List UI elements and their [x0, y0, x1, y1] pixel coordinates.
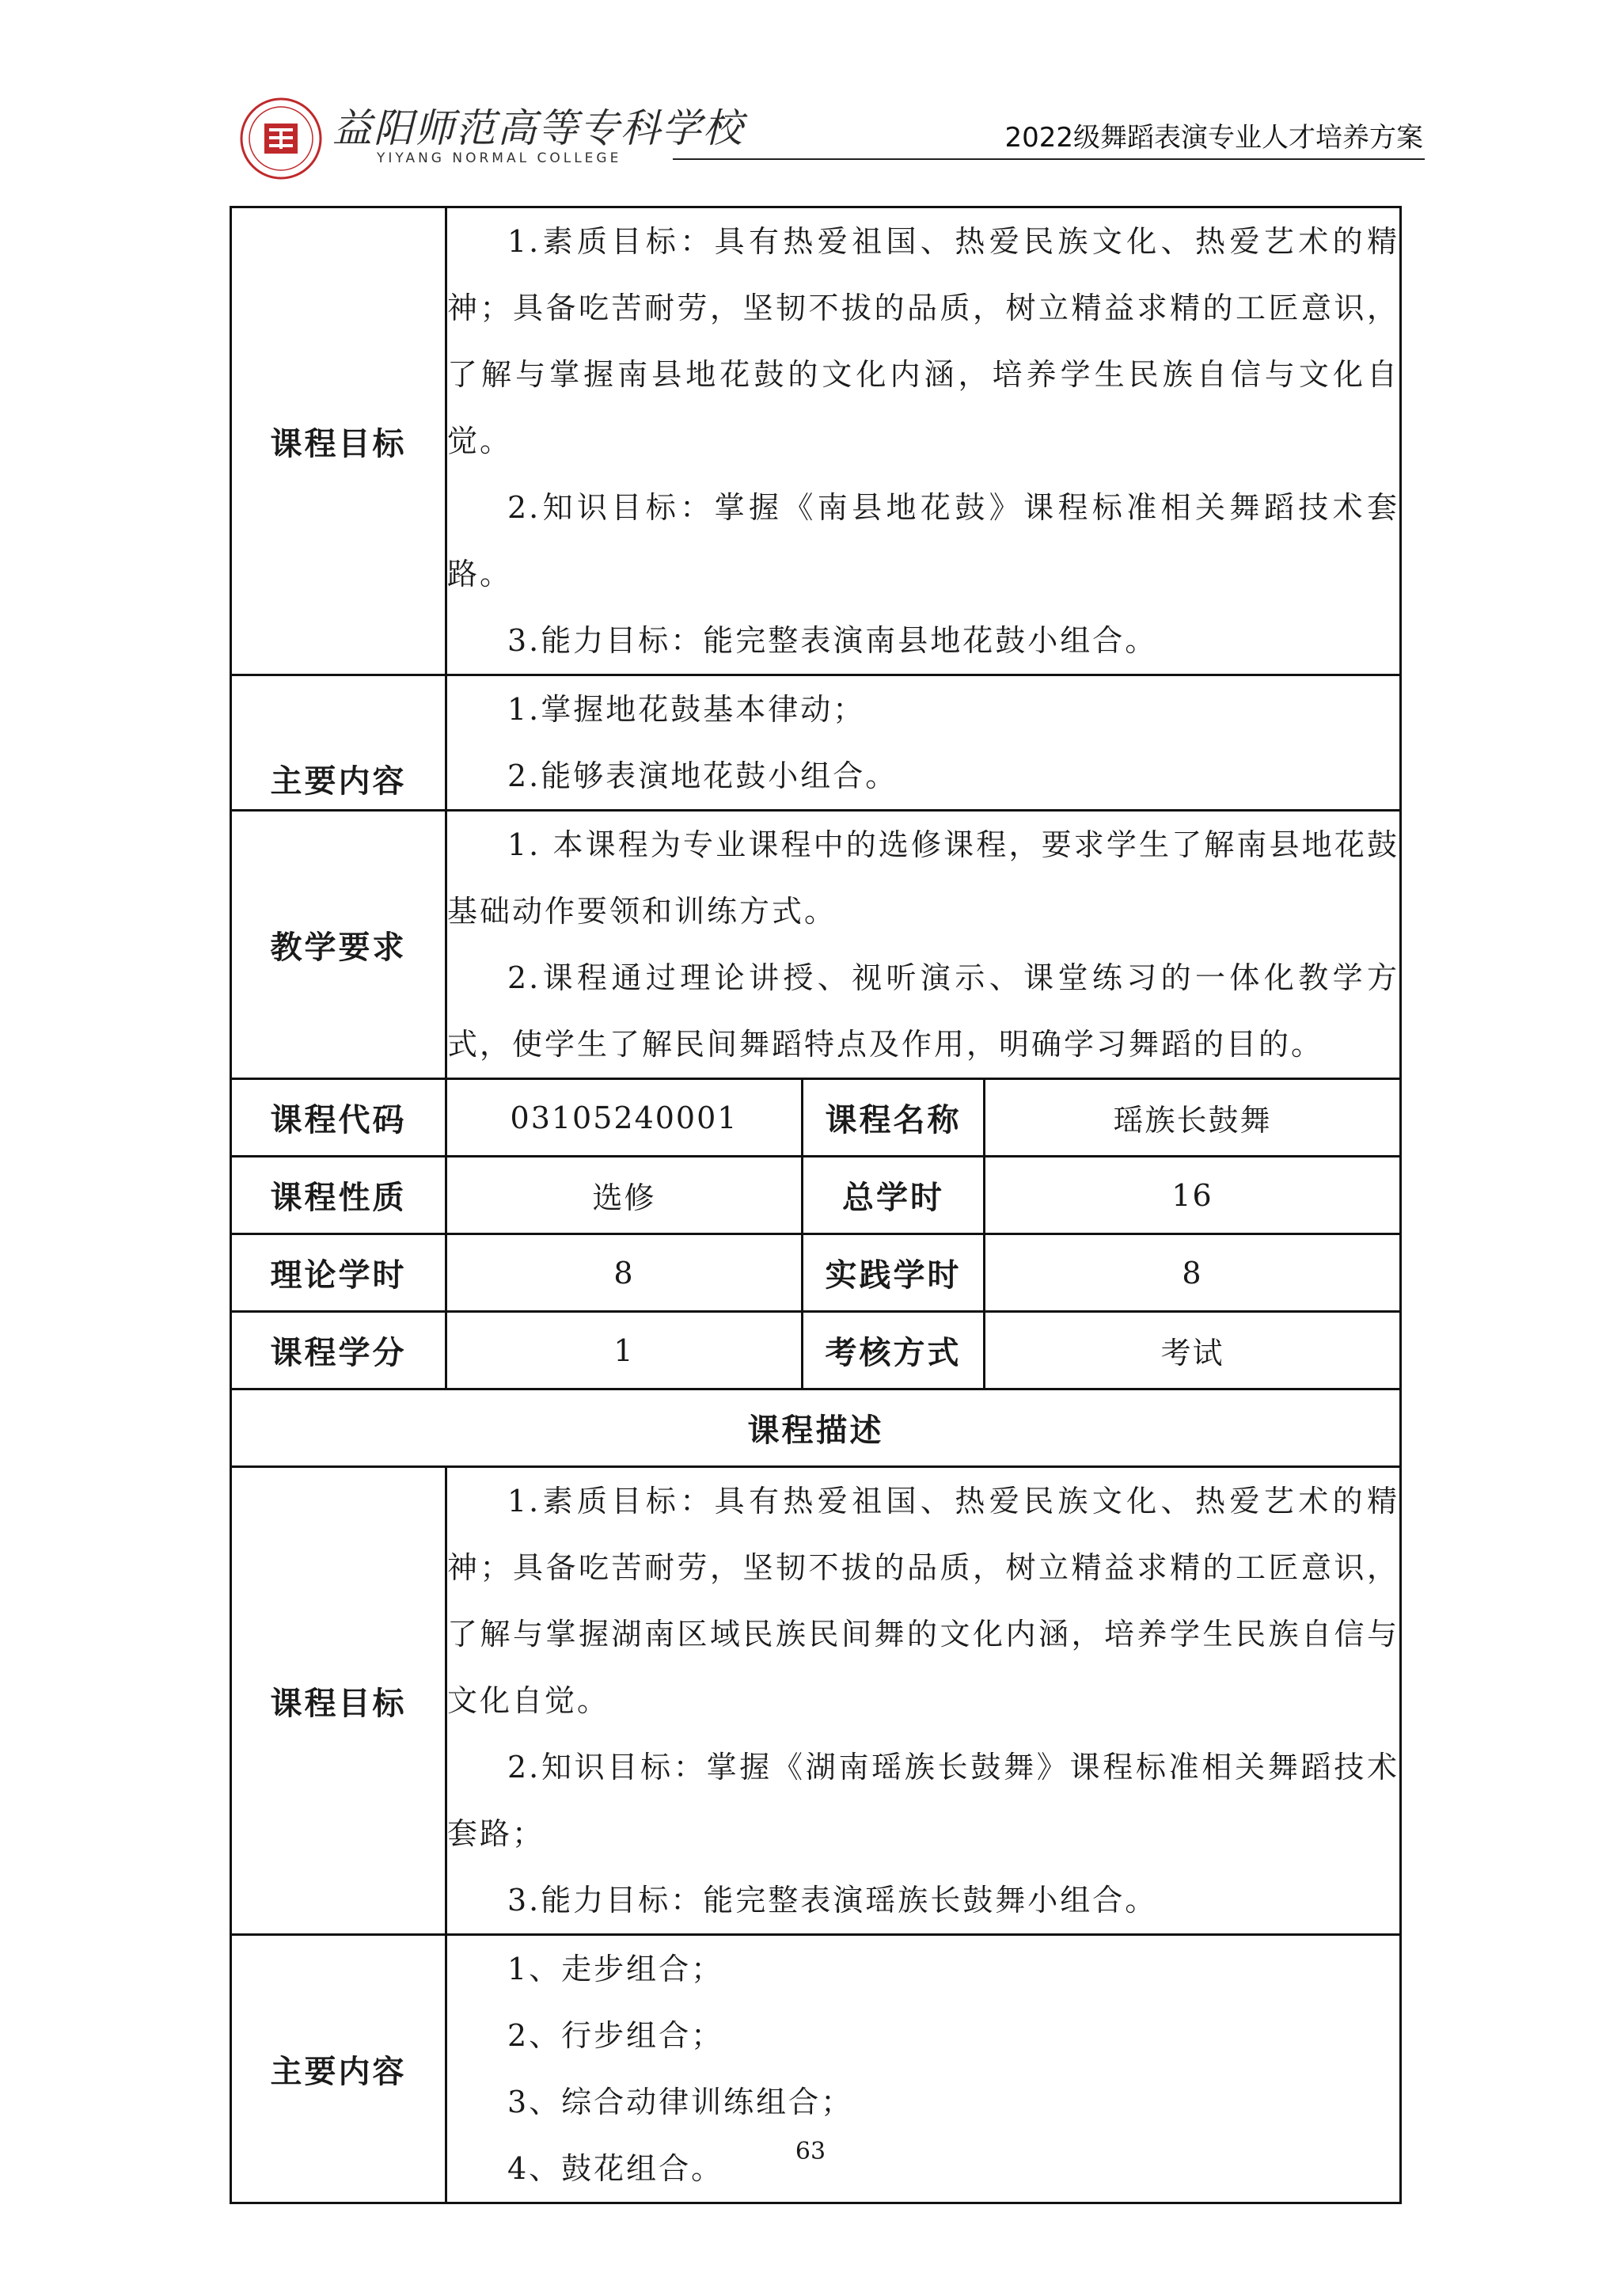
course2-goals-label: 课程目标	[231, 1467, 446, 1935]
college-name-english: YIYANG NORMAL COLLEGE	[377, 150, 622, 166]
course2-goal-3: 3.能力目标：能完整表演瑶族长鼓舞小组合。	[507, 1883, 1158, 1918]
college-name-calligraphy: 益阳师范高等专科学校	[332, 105, 744, 151]
course-nature-value: 选修	[446, 1157, 803, 1234]
course1-goal-3: 3.能力目标：能完整表演南县地花鼓小组合。	[507, 623, 1158, 658]
total-hours-label: 总学时	[803, 1157, 985, 1234]
course-code-label: 课程代码	[231, 1079, 446, 1157]
theory-hours-label: 理论学时	[231, 1234, 446, 1312]
course1-content-row	[231, 675, 1401, 811]
course2-goal-1: 1.素质目标：具有热爱祖国、热爱民族文化、热爱艺术的精神；具备吃苦耐劳，坚韧不拔的品质，树立精益求精的工匠意识，了解与掌握湖南区域民族民间舞的文化内涵，培养学生民族自信与文化自觉。	[447, 1484, 1399, 1718]
course1-content-label: 主要内容	[231, 675, 446, 811]
course1-requirements-label: 教学要求	[231, 811, 446, 1079]
course2-goals-cell	[446, 1467, 1401, 1935]
assessment-value: 考试	[985, 1312, 1401, 1389]
course1-goal-1: 1.素质目标：具有热爱祖国、热爱民族文化、热爱艺术的精神；具备吃苦耐劳，坚韧不拔的品质，树立精益求精的工匠意识，了解与掌握南县地花鼓的文化内涵，培养学生民族自信与文化自觉。	[447, 224, 1399, 458]
course1-goals-row	[231, 207, 1401, 675]
course-code-value: 03105240001	[446, 1079, 803, 1157]
practice-hours-label: 实践学时	[803, 1234, 985, 1312]
course2-content-3: 3、综合动律训练组合；	[507, 2085, 854, 2119]
page-number: 63	[795, 2138, 826, 2165]
course-table	[230, 206, 1402, 2204]
document-title: 2022级舞蹈表演专业人才培养方案	[1004, 122, 1423, 154]
course1-requirement-1: 1. 本课程为专业课程中的选修课程，要求学生了解南县地花鼓基础动作要领和训练方式。	[447, 827, 1399, 929]
course2-code-row	[231, 1079, 1401, 1157]
credit-value: 1	[446, 1312, 803, 1389]
course2-hours-row	[231, 1234, 1401, 1312]
course-name-label: 课程名称	[803, 1079, 985, 1157]
course2-credit-row	[231, 1312, 1401, 1389]
course1-content-1: 1.掌握地花鼓基本律动；	[507, 692, 866, 727]
course2-goals-row	[231, 1467, 1401, 1935]
course1-goal-2: 2.知识目标：掌握《南县地花鼓》课程标准相关舞蹈技术套路。	[447, 490, 1399, 591]
course1-goals-label: 课程目标	[231, 207, 446, 675]
course-description-heading: 课程描述	[231, 1389, 1401, 1467]
course1-requirements-cell	[446, 811, 1401, 1079]
college-seal-logo	[237, 95, 325, 182]
course2-content-2: 2、行步组合；	[507, 2018, 724, 2053]
course1-goals-cell	[446, 207, 1401, 675]
course2-content-label: 主要内容	[231, 1935, 446, 2203]
course1-content-cell	[446, 675, 1401, 811]
header-rule	[673, 158, 1425, 160]
practice-hours-value: 8	[985, 1234, 1401, 1312]
assessment-label: 考核方式	[803, 1312, 985, 1389]
theory-hours-value: 8	[446, 1234, 803, 1312]
total-hours-value: 16	[985, 1157, 1401, 1234]
page-header	[230, 87, 1425, 174]
course1-requirements-row	[231, 811, 1401, 1079]
course1-content-2: 2.能够表演地花鼓小组合。	[507, 758, 898, 793]
credit-label: 课程学分	[231, 1312, 446, 1389]
course2-nature-row	[231, 1157, 1401, 1234]
course2-goal-2: 2.知识目标：掌握《湖南瑶族长鼓舞》课程标准相关舞蹈技术套路；	[447, 1750, 1399, 1851]
course2-description-row	[231, 1389, 1401, 1467]
course-name-value: 瑶族长鼓舞	[985, 1079, 1401, 1157]
course-nature-label: 课程性质	[231, 1157, 446, 1234]
course2-content-1: 1、走步组合；	[507, 1952, 724, 1986]
course2-content-4: 4、鼓花组合。	[507, 2151, 724, 2186]
course1-requirement-2: 2.课程通过理论讲授、视听演示、课堂练习的一体化教学方式，使学生了解民间舞蹈特点及作用，明确学习舞蹈的目的。	[447, 960, 1399, 1062]
